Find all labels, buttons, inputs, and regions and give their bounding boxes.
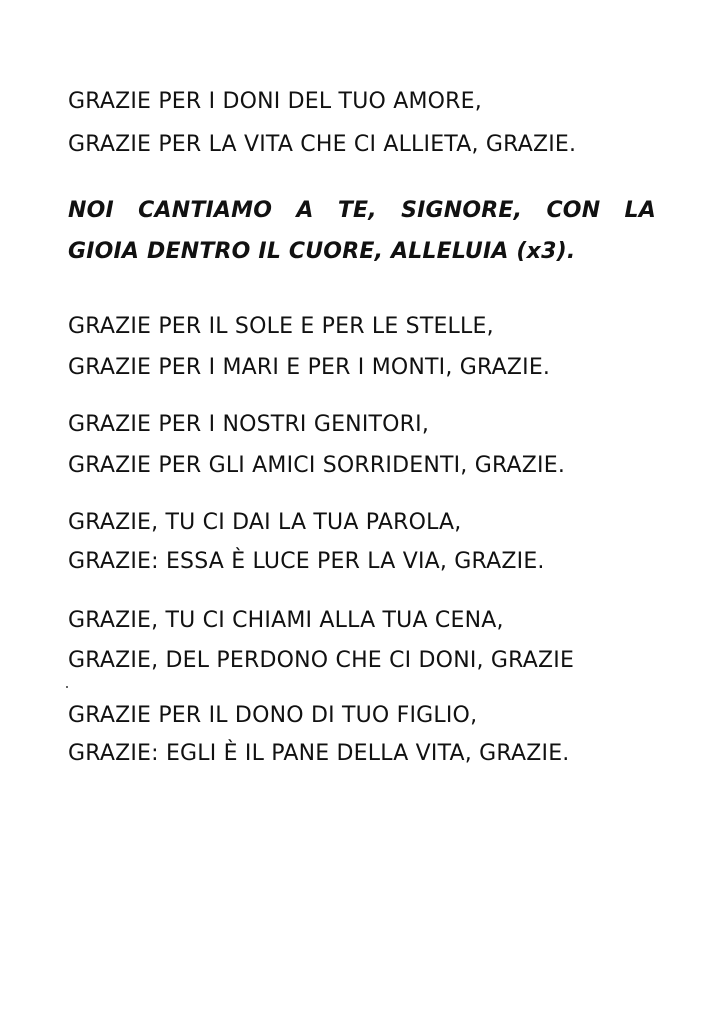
verse-2-line-2: GRAZIE PER I MARI E PER I MONTI, GRAZIE. — [68, 355, 551, 380]
verse-1-line-1: GRAZIE PER I DONI DEL TUO AMORE, — [68, 89, 482, 114]
refrain-line-1: NOI CANTIAMO A TE, SIGNORE, CON LA — [68, 198, 656, 223]
verse-5-line-2: GRAZIE, DEL PERDONO CHE CI DONI, GRAZIE — [68, 648, 575, 673]
verse-4-line-2: GRAZIE: ESSA È LUCE PER LA VIA, GRAZIE. — [68, 549, 545, 574]
refrain-line-2: GIOIA DENTRO IL CUORE, ALLELUIA (x3). — [68, 239, 576, 264]
verse-3-line-2: GRAZIE PER GLI AMICI SORRIDENTI, GRAZIE. — [68, 453, 566, 478]
verse-5-line-1: GRAZIE, TU CI CHIAMI ALLA TUA CENA, — [68, 608, 504, 633]
verse-6-line-1: GRAZIE PER IL DONO DI TUO FIGLIO, — [68, 703, 478, 728]
verse-6-line-2: GRAZIE: EGLI È IL PANE DELLA VITA, GRAZIE. — [68, 741, 570, 766]
verse-2-line-1: GRAZIE PER IL SOLE E PER LE STELLE, — [68, 314, 494, 339]
verse-1-line-2: GRAZIE PER LA VITA CHE CI ALLIETA, GRAZIE. — [68, 132, 577, 157]
stray-mark — [66, 686, 68, 688]
verse-3-line-1: GRAZIE PER I NOSTRI GENITORI, — [68, 412, 430, 437]
verse-4-line-1: GRAZIE, TU CI DAI LA TUA PAROLA, — [68, 510, 462, 535]
